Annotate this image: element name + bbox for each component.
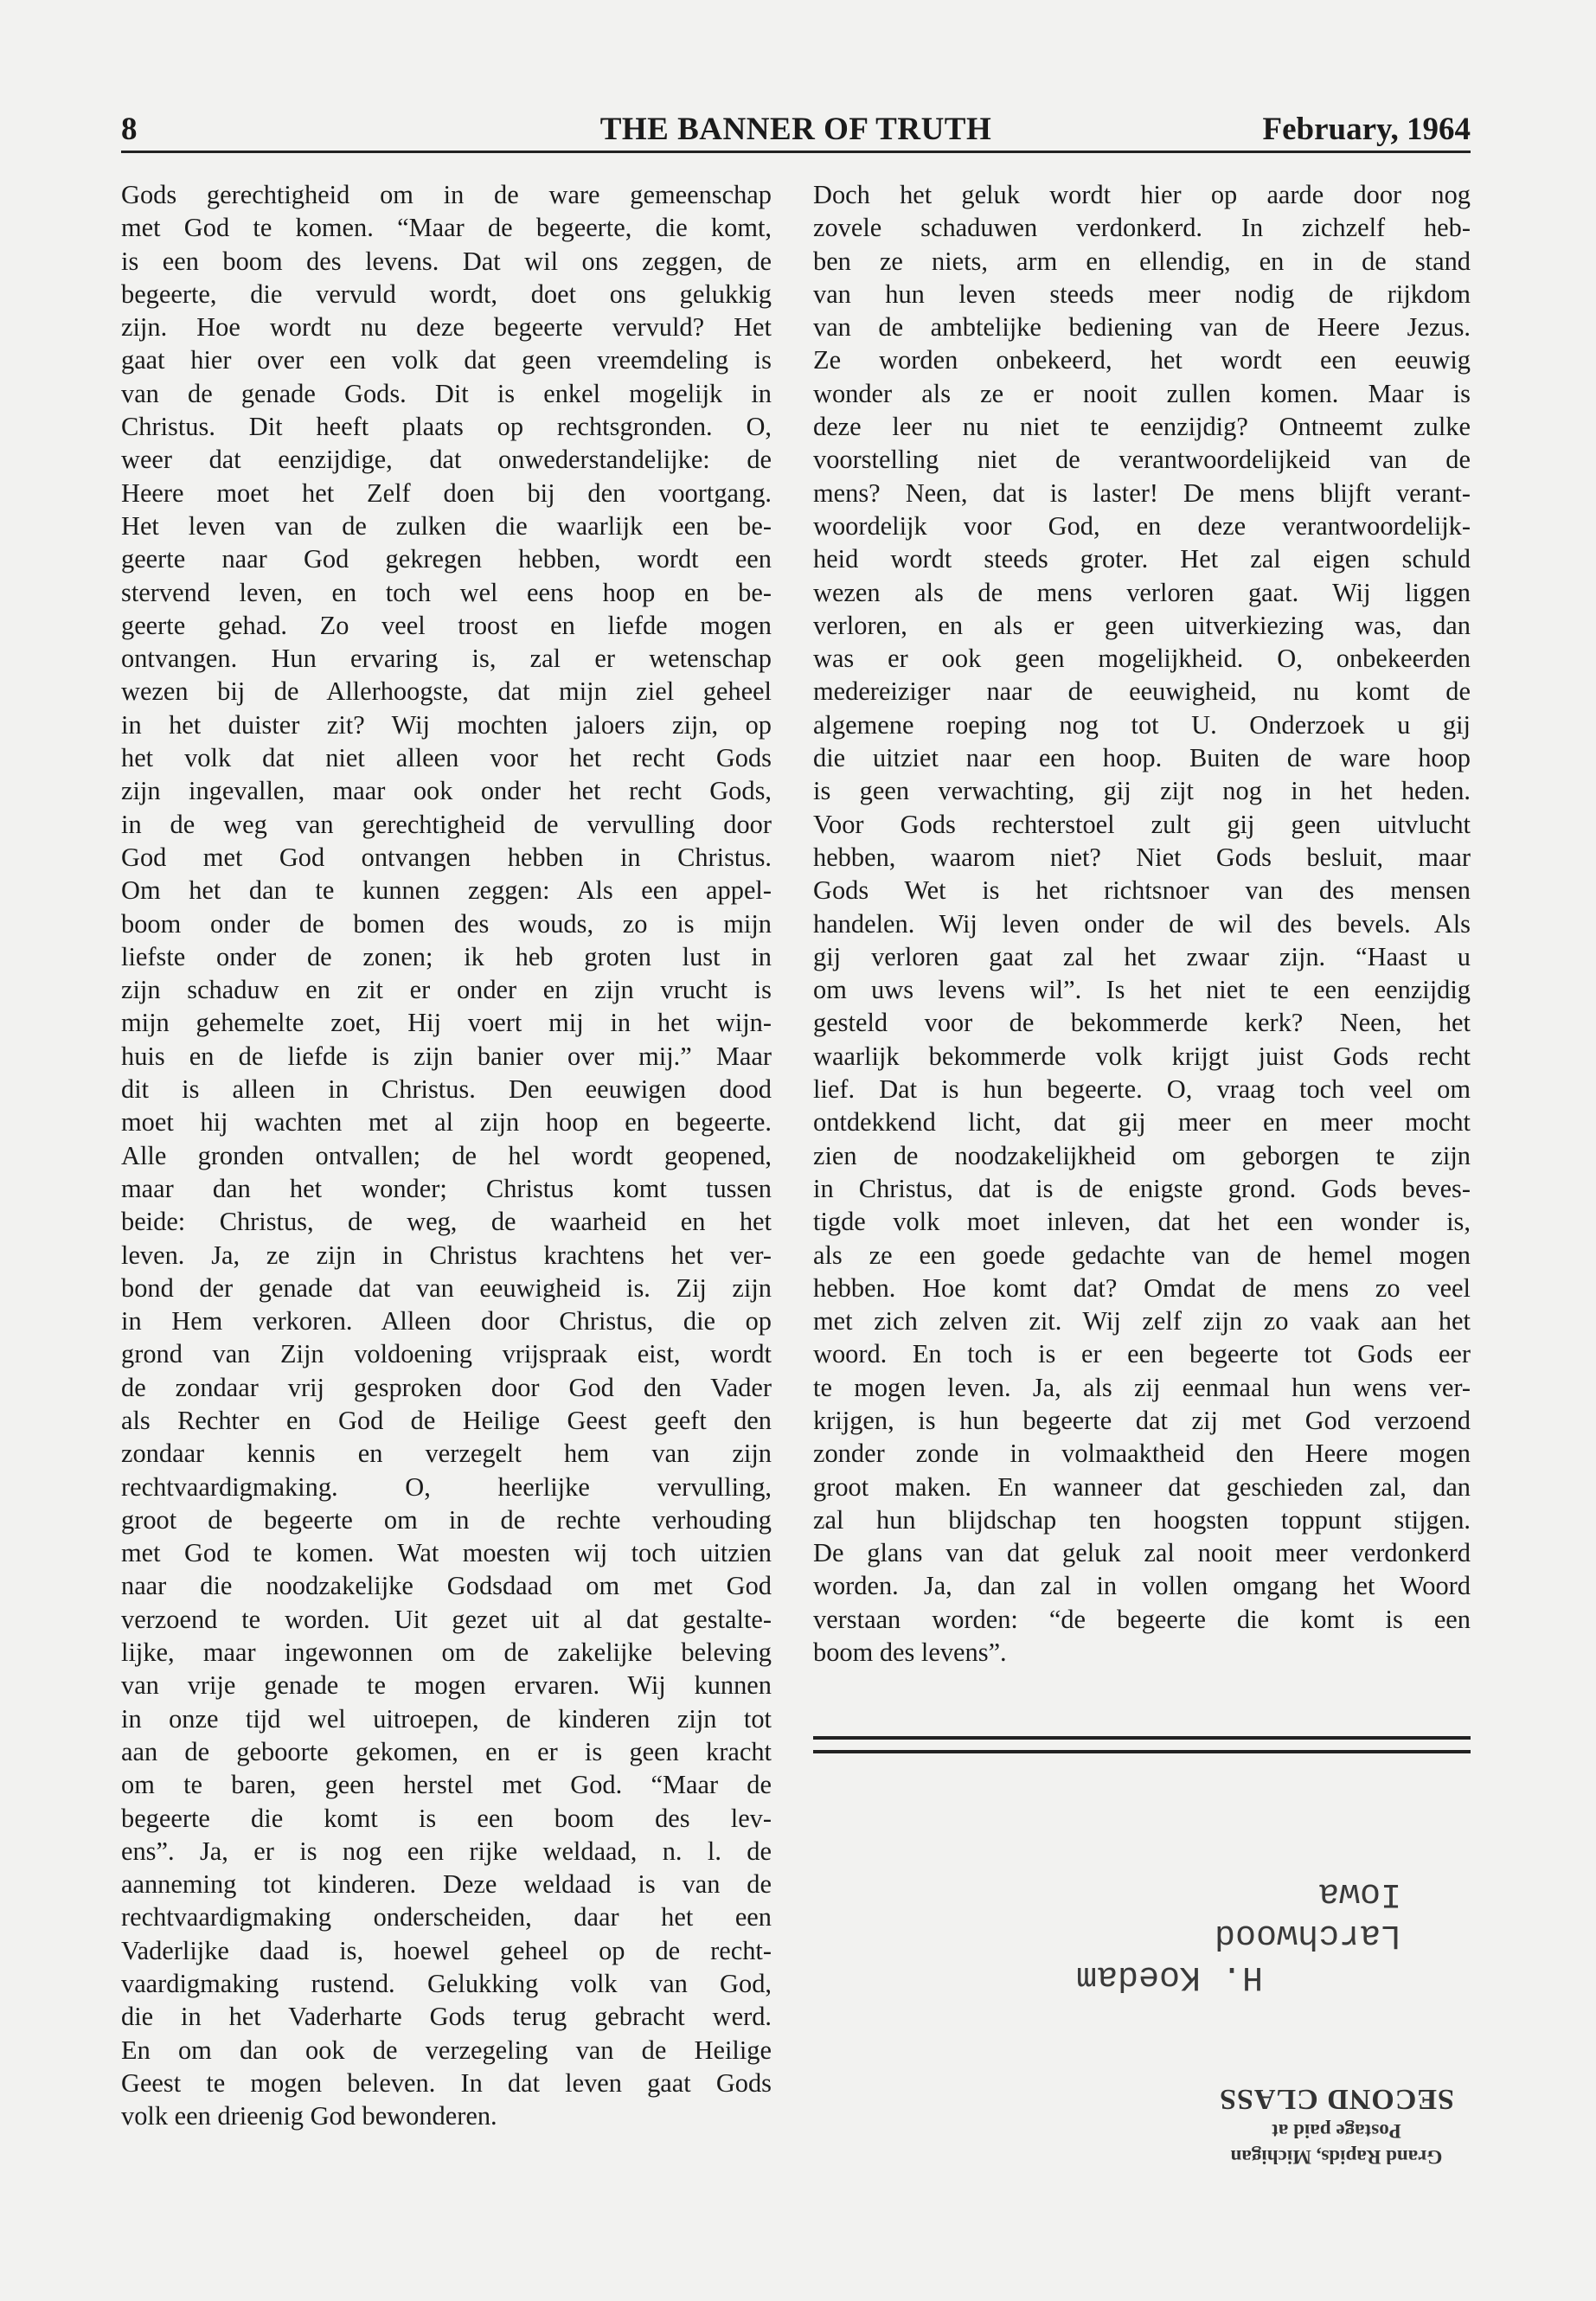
right-column-line: zien de noodzakelijkheid om geborgen te zijn	[813, 1140, 1471, 1170]
right-column-line: lief. Dat is hun begeerte. O, vraag toch veel om	[813, 1074, 1471, 1105]
right-column-line: groot maken. En wanneer dat geschieden zal, dan	[813, 1471, 1471, 1502]
page-header	[121, 111, 1471, 154]
left-column-line: vaardigmaking rustend. Gelukking volk van God,	[121, 1969, 772, 1999]
left-column-line: maar dan het wonder; Christus komt tussen	[121, 1173, 772, 1203]
issue-date: February, 1964	[1262, 112, 1471, 147]
right-column-line: zovele schaduwen verdonkerd. In zichzelf heb-	[813, 213, 1471, 243]
right-column-line: krijgen, is hun begeerte dat zij met God verzoend	[813, 1405, 1471, 1435]
left-column-line: rechtvaardigmaking. O, heerlijke vervulling,	[121, 1471, 772, 1502]
postal-city: Grand Rapids, Michigan	[1230, 2146, 1443, 2168]
left-column-line: Het leven van de zulken die waarlijk een be-	[121, 510, 772, 541]
right-column-line: mens? Neen, dat is laster! De mens blijft verant-	[813, 478, 1471, 508]
left-column-line: als Rechter en God de Heilige Geest geeft den	[121, 1405, 772, 1435]
left-column-line: met God te komen. “Maar de begeerte, die komt,	[121, 213, 772, 243]
left-column-line: grond van Zijn voldoening vrijspraak eist, wordt	[121, 1339, 772, 1369]
right-column-line: die uitziet naar een hoop. Buiten de ware hoop	[813, 743, 1471, 773]
left-text-column	[121, 178, 772, 2133]
page-number: 8	[121, 112, 138, 147]
address-state: Iowa	[1317, 1874, 1401, 1913]
left-column-line: mijn gehemelte zoet, Hij voert mij in het wijn-	[121, 1008, 772, 1038]
right-column-line: wonder als ze er nooit zullen komen. Maar is	[813, 378, 1471, 408]
postal-paid: Postage paid at	[1272, 2120, 1401, 2142]
right-column-line: Doch het geluk wordt hier op aarde door nog	[813, 180, 1471, 209]
left-column-line: liefste onder de zonen; ik heb groten lust in	[121, 941, 772, 971]
right-column-line: Ze worden onbekeerd, het wordt een eeuwig	[813, 345, 1471, 375]
right-column-line: woord. En toch is er een begeerte tot Gods eer	[813, 1339, 1471, 1369]
left-column-line: begeerte die komt is een boom des lev-	[121, 1803, 772, 1833]
right-column-line: van hun leven steeds meer nodig de rijkdom	[813, 279, 1471, 309]
left-column-line: in het duister zit? Wij mochten jaloers zijn, op	[121, 709, 772, 740]
left-column-line: moet hij wachten met al zijn hoop en begeerte.	[121, 1107, 772, 1138]
right-column-line: Gods Wet is het richtsnoer van des mensen	[813, 875, 1471, 906]
right-column-line: waarlijk bekommerde volk krijgt juist Gods recht	[813, 1041, 1471, 1071]
left-column-line: groot de begeerte om in de rechte verhouding	[121, 1504, 772, 1535]
right-column-line: De glans van dat geluk zal nooit meer verdonkerd	[813, 1538, 1471, 1568]
right-column-line: was er ook geen mogelijkheid. O, onbekeerden	[813, 644, 1471, 674]
right-column-line: in Christus, dat is de enigste grond. Gods beves-	[813, 1173, 1471, 1203]
left-column-line: Heere moet het Zelf doen bij den voortgang.	[121, 478, 772, 508]
left-column-line: in Hem verkoren. Alleen door Christus, die op	[121, 1306, 772, 1336]
left-column-line: met God te komen. Wat moesten wij toch uitzien	[121, 1538, 772, 1568]
left-column-line: stervend leven, en toch wel eens hoop en be-	[121, 577, 772, 607]
postal-indicia	[1194, 2080, 1479, 2170]
right-column-line: medereiziger naar de eeuwigheid, nu komt de	[813, 676, 1471, 707]
left-column-line: Gods gerechtigheid om in de ware gemeenschap	[121, 180, 772, 209]
left-column-line: verzoend te worden. Uit gezet uit al dat gestalte-	[121, 1604, 772, 1634]
left-column-line: aan de geboorte gekomen, en er is geen kracht	[121, 1736, 772, 1766]
right-column-line: wezen als de mens verloren gaat. Wij liggen	[813, 577, 1471, 607]
right-column-line: ben ze niets, arm en ellendig, en in de stand	[813, 246, 1471, 276]
right-column-line: gij verloren gaat zal het zwaar zijn. “Haast u	[813, 941, 1471, 971]
left-column-line: Om het dan te kunnen zeggen: Als een appel-	[121, 875, 772, 906]
section-divider	[813, 1736, 1471, 1753]
left-column-line: rechtvaardigmaking onderscheiden, daar het een	[121, 1902, 772, 1932]
left-column-line: dit is alleen in Christus. Den eeuwigen dood	[121, 1074, 772, 1105]
left-column-line: ens”. Ja, er is nog een rijke weldaad, n. l. de	[121, 1836, 772, 1866]
right-column-line: worden. Ja, dan zal in vollen omgang het Woord	[813, 1571, 1471, 1601]
left-column-line: leven. Ja, ze zijn in Christus krachtens het ver-	[121, 1240, 772, 1270]
header-rule	[121, 151, 1471, 153]
left-column-line: begeerte, die vervuld wordt, doet ons gelukkig	[121, 279, 772, 309]
publication-title: THE BANNER OF TRUTH	[599, 112, 992, 147]
right-column-line: boom des levens”.	[813, 1638, 1007, 1668]
mailing-address-label	[1075, 1872, 1410, 1997]
left-column-line: de zondaar vrij gesproken door God den Vader	[121, 1372, 772, 1402]
address-name: H. Koedam	[1075, 1957, 1263, 1996]
left-column-line: geerte gehad. Zo veel troost en liefde mogen	[121, 610, 772, 640]
right-column-line: om uws levens wil”. Is het niet te een eenzijdig	[813, 975, 1471, 1005]
right-text-column	[813, 178, 1471, 1669]
right-column-line: voorstelling niet de verantwoordelijkeid van de	[813, 445, 1471, 475]
right-column-line: verloren, en als er geen uitverkiezing was, dan	[813, 610, 1471, 640]
right-column-line: hebben, waarom niet? Niet Gods besluit, maar	[813, 842, 1471, 872]
left-column-line: van vrije genade te mogen ervaren. Wij kunnen	[121, 1670, 772, 1701]
left-column-line: gaat hier over een volk dat geen vreemdeling is	[121, 345, 772, 375]
right-column-line: als ze een goede gedachte van de hemel mogen	[813, 1240, 1471, 1270]
right-column-line: verstaan worden: “de begeerte die komt is een	[813, 1604, 1471, 1634]
right-column-line: van de ambtelijke bediening van de Heere Jezus.	[813, 312, 1471, 343]
left-column-line: wezen bij de Allerhoogste, dat mijn ziel geheel	[121, 676, 772, 707]
right-column-line: Voor Gods rechterstoel zult gij geen uitvlucht	[813, 809, 1471, 839]
left-column-line: weer dat eenzijdige, dat onwederstandelijke: de	[121, 445, 772, 475]
postal-class: SECOND CLASS	[1219, 2083, 1454, 2115]
left-column-line: zijn. Hoe wordt nu deze begeerte vervuld? Het	[121, 312, 772, 343]
address-street: Larchwood	[1214, 1915, 1401, 1954]
left-column-line: in onze tijd wel uitroepen, de kinderen zijn tot	[121, 1703, 772, 1734]
left-column-line: Geest te mogen beleven. In dat leven gaat Gods	[121, 2067, 772, 2098]
left-column-line: En om dan ook de verzegeling van de Heilige	[121, 2035, 772, 2065]
left-column-line: het volk dat niet alleen voor het recht Gods	[121, 743, 772, 773]
left-column-line: geerte naar God gekregen hebben, wordt een	[121, 544, 772, 574]
left-column-line: volk een drieenig God bewonderen.	[121, 2101, 497, 2131]
left-column-line: God met God ontvangen hebben in Christus.	[121, 842, 772, 872]
left-column-line: in de weg van gerechtigheid de vervulling door	[121, 809, 772, 839]
right-column-line: heid wordt steeds groter. Het zal eigen schuld	[813, 544, 1471, 574]
left-column-line: om te baren, geen herstel met God. “Maar de	[121, 1770, 772, 1800]
right-column-line: zonder zonde in volmaaktheid den Heere mogen	[813, 1439, 1471, 1469]
right-column-line: met zich zelven zit. Wij zelf zijn zo vaak aan het	[813, 1306, 1471, 1336]
left-column-line: Alle gronden ontvallen; de hel wordt geopened,	[121, 1140, 772, 1170]
left-column-line: boom onder de bomen des wouds, zo is mijn	[121, 908, 772, 939]
left-column-line: zijn schaduw en zit er onder en zijn vrucht is	[121, 975, 772, 1005]
left-column-line: bond der genade dat van eeuwigheid is. Zij zijn	[121, 1272, 772, 1303]
right-column-line: ontdekkend licht, dat gij meer en meer mocht	[813, 1107, 1471, 1138]
right-column-line: woordelijk voor God, en deze verantwoordelijk-	[813, 510, 1471, 541]
right-column-line: tigde volk moet inleven, dat het een wonder is,	[813, 1207, 1471, 1237]
left-column-line: naar die noodzakelijke Godsdaad om met God	[121, 1571, 772, 1601]
left-column-line: Christus. Dit heeft plaats op rechtsgronden. O,	[121, 412, 772, 442]
left-column-line: huis en de liefde is zijn banier over mij.” Maar	[121, 1041, 772, 1071]
right-column-line: hebben. Hoe komt dat? Omdat de mens zo veel	[813, 1272, 1471, 1303]
left-column-line: zondaar kennis en verzegelt hem van zijn	[121, 1439, 772, 1469]
right-column-line: gesteld voor de bekommerde kerk? Neen, het	[813, 1008, 1471, 1038]
left-column-line: lijke, maar ingewonnen om de zakelijke beleving	[121, 1638, 772, 1668]
right-column-line: algemene roeping nog tot U. Onderzoek u gij	[813, 709, 1471, 740]
left-column-line: Vaderlijke daad is, hoewel geheel op de recht-	[121, 1935, 772, 1965]
left-column-line: ontvangen. Hun ervaring is, zal er wetenschap	[121, 644, 772, 674]
left-column-line: die in het Vaderharte Gods terug gebracht werd.	[121, 2002, 772, 2032]
right-column-line: deze leer nu niet te eenzijdig? Ontneemt zulke	[813, 412, 1471, 442]
left-column-line: is een boom des levens. Dat wil ons zeggen, de	[121, 246, 772, 276]
left-column-line: zijn ingevallen, maar ook onder het recht Gods,	[121, 776, 772, 806]
right-column-line: is geen verwachting, gij zijt nog in het heden.	[813, 776, 1471, 806]
right-column-line: zal hun blijdschap ten hoogsten toppunt stijgen.	[813, 1504, 1471, 1535]
right-column-line: te mogen leven. Ja, als zij eenmaal hun wens ver-	[813, 1372, 1471, 1402]
left-column-line: beide: Christus, de weg, de waarheid en het	[121, 1207, 772, 1237]
left-column-line: van de genade Gods. Dit is enkel mogelijk in	[121, 378, 772, 408]
right-column-line: handelen. Wij leven onder de wil des bevels. Als	[813, 908, 1471, 939]
left-column-line: aanneming tot kinderen. Deze weldaad is van de	[121, 1869, 772, 1900]
